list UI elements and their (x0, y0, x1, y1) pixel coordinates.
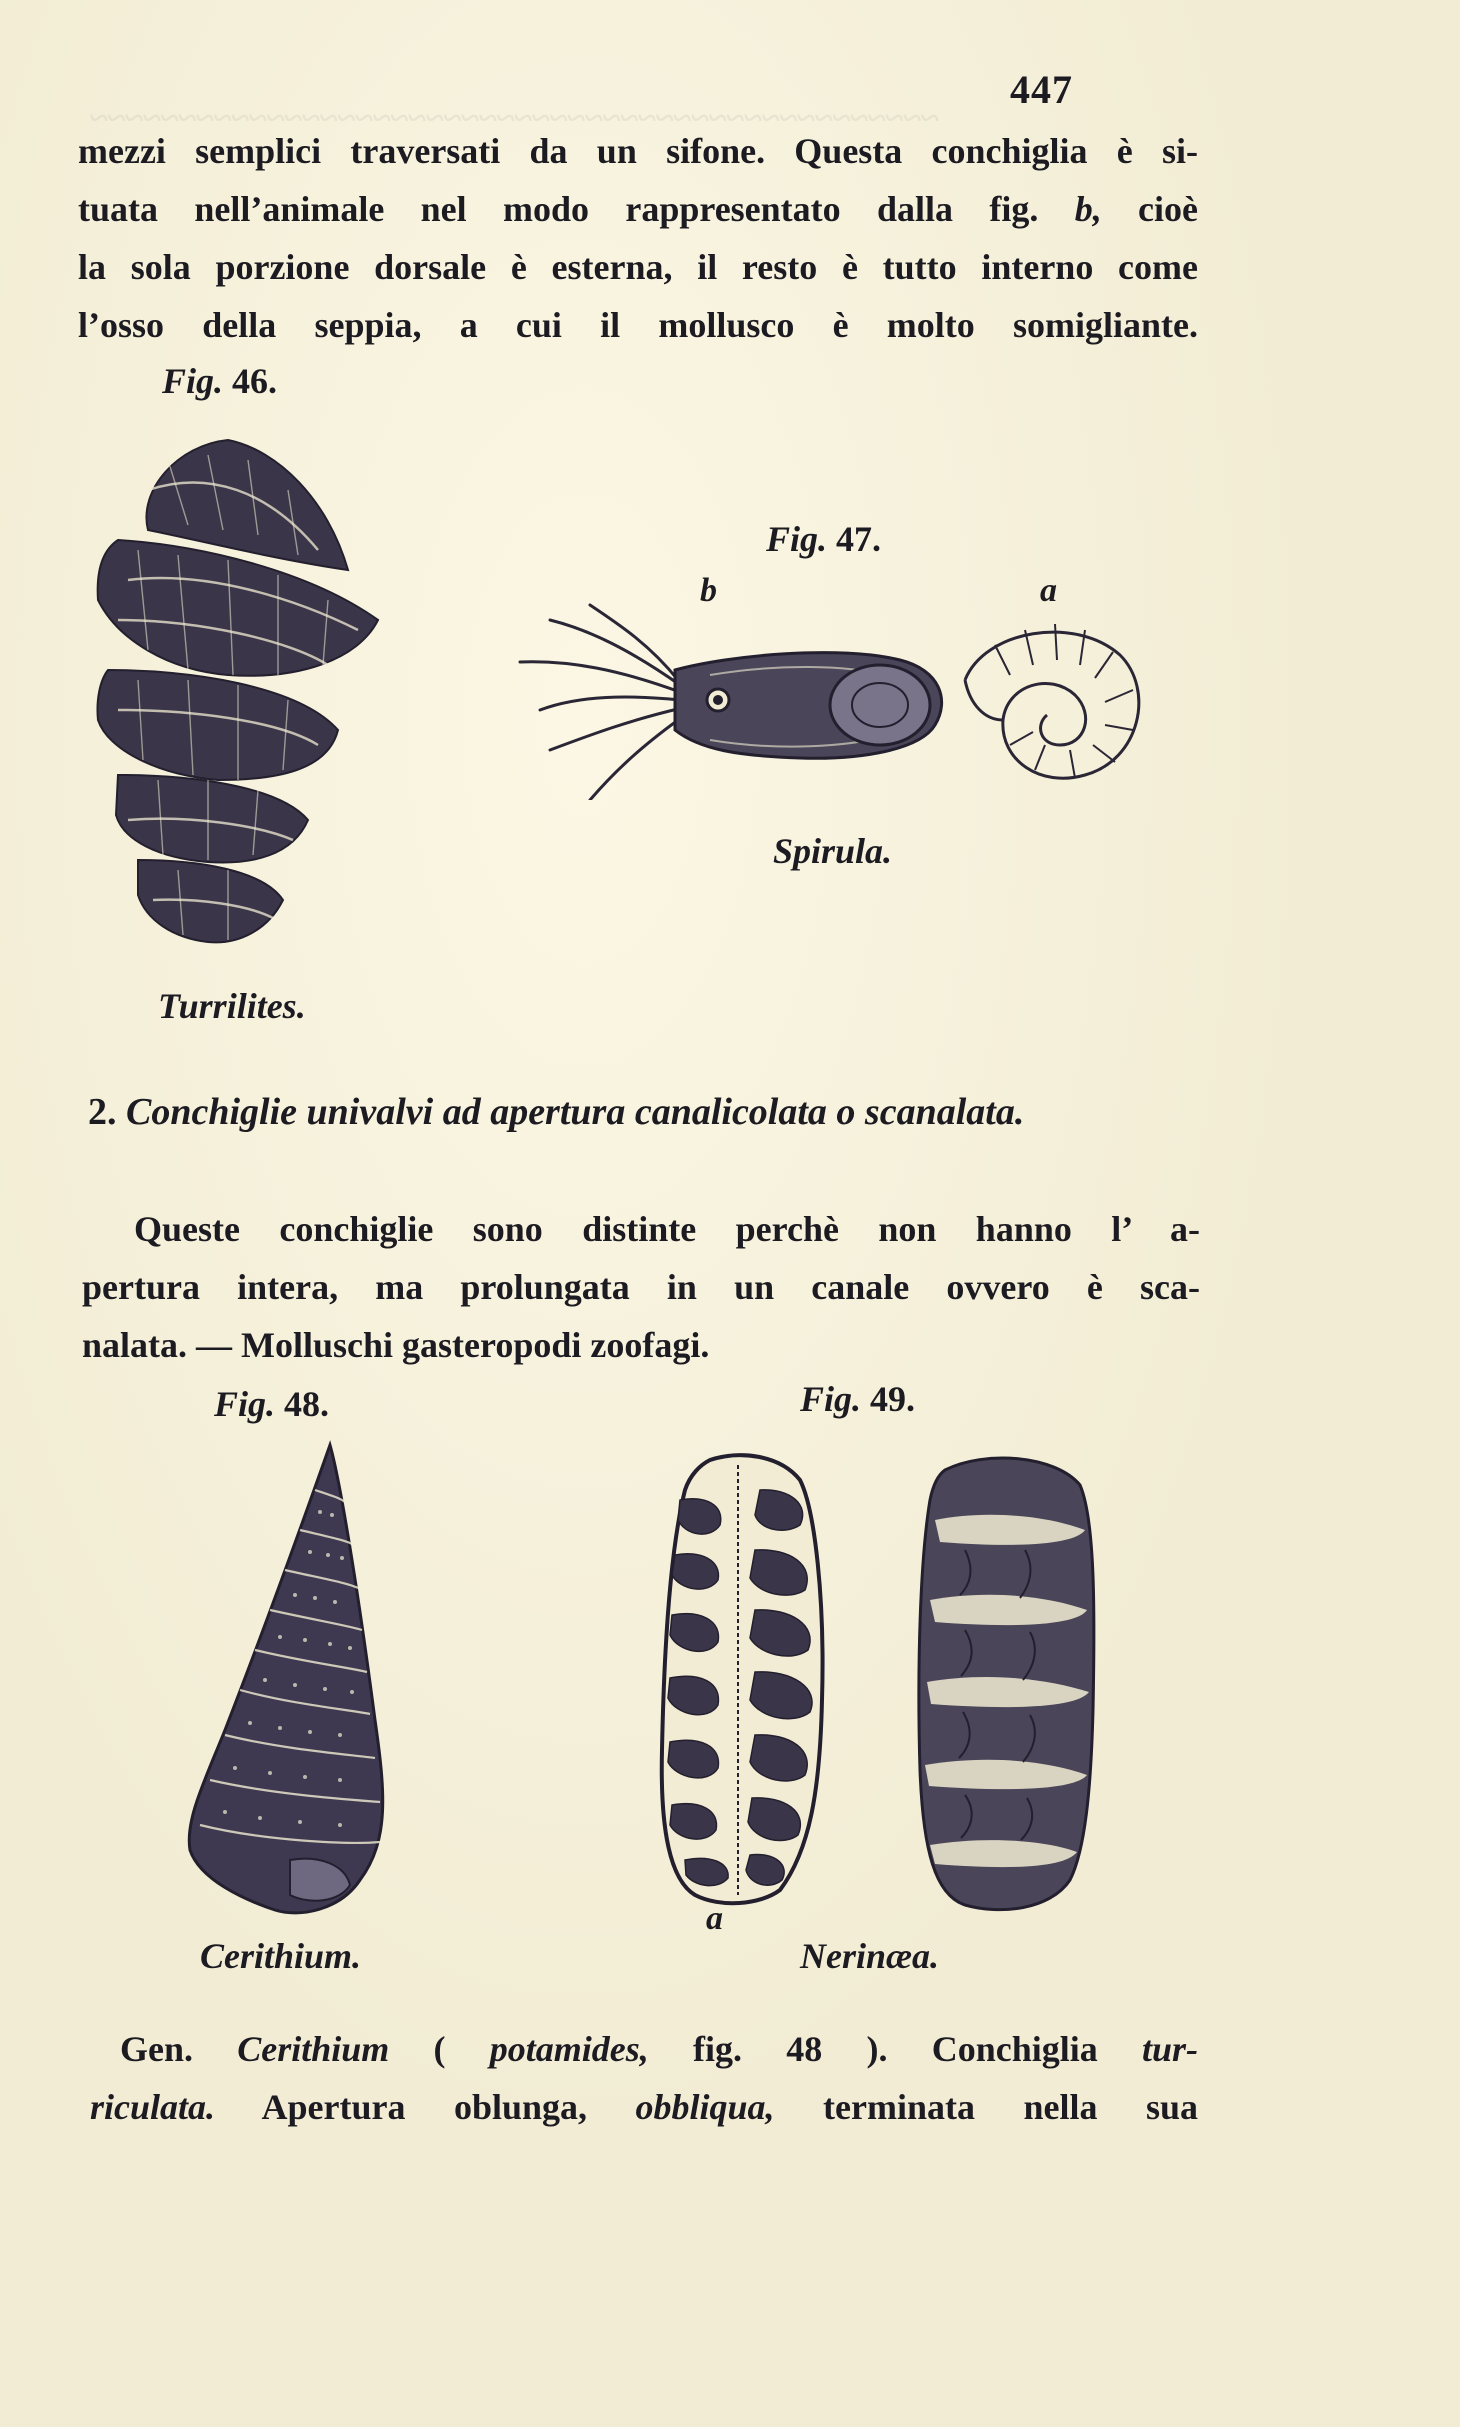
text-line: Queste conchiglie sono distinte perchè non hanno l’ a- (134, 1209, 1200, 1249)
fig-ref-b: b, (1074, 189, 1102, 229)
nerinaea-exterior-illustration (905, 1450, 1105, 1920)
turrilites-illustration (78, 430, 408, 950)
fig48-label: Fig. 48. (214, 1384, 330, 1424)
fig46-caption: Turrilites. (158, 986, 306, 1026)
fig49-label: Fig. 49. (800, 1379, 916, 1419)
spirula-animal-illustration (510, 600, 950, 800)
text-line: nalata. — Molluschi gasteropodi zoofagi. (82, 1325, 710, 1365)
synonym-name: potamides, (489, 2029, 649, 2069)
fig49-caption: Nerinæa. (800, 1936, 940, 1976)
fig47-letter-b: b (700, 572, 717, 609)
text-line: riculata. Apertura oblunga, obbliqua, terminata nella sua (90, 2087, 1199, 2127)
text-line: la sola porzione dorsale è esterna, il resto è tutto interno come (78, 247, 1198, 287)
page-number: 447 (1010, 67, 1073, 112)
spirula-shell-illustration (955, 610, 1155, 790)
cerithium-illustration (180, 1440, 400, 1920)
fig47-letter-a: a (1040, 572, 1057, 609)
text-line: l’osso della seppia, a cui il mollusco è molto somigliante. (78, 305, 1198, 345)
genus-name: Cerithium (237, 2029, 390, 2069)
fig48-caption: Cerithium. (200, 1936, 362, 1976)
text-line: mezzi semplici traversati da un sifone. Questa conchiglia è si- (78, 131, 1198, 171)
paragraph-intro (78, 122, 1198, 354)
section-heading: 2. Conchiglie univalvi ad apertura canalicolata o scanalata. (88, 1091, 1025, 1133)
fig47-caption: Spirula. (773, 831, 893, 871)
text-line-with-fig-ref: tuata nell’animale nel modo rappresentato dalla fig. b, cioè (78, 189, 1198, 229)
fig49-letter-a: a (706, 1900, 723, 1937)
paragraph-description (82, 1200, 1200, 1374)
fig46-label: Fig. 46. (162, 361, 278, 401)
bleed-through-texture: ~~~~~~~~~~~~~~~~~~~~~~~~~~~~~~~~~~~~~~~~~~~~~~~~ (90, 100, 939, 137)
text-line: Gen. Cerithium ( potamides, fig. 48 ). Conchiglia tur- (120, 2029, 1198, 2069)
fig47-label: Fig. 47. (766, 519, 882, 559)
nerinaea-section-illustration (650, 1450, 830, 1910)
text-line: pertura intera, ma prolungata in un canale ovvero è sca- (82, 1267, 1200, 1307)
paragraph-cerithium (90, 2020, 1199, 2136)
